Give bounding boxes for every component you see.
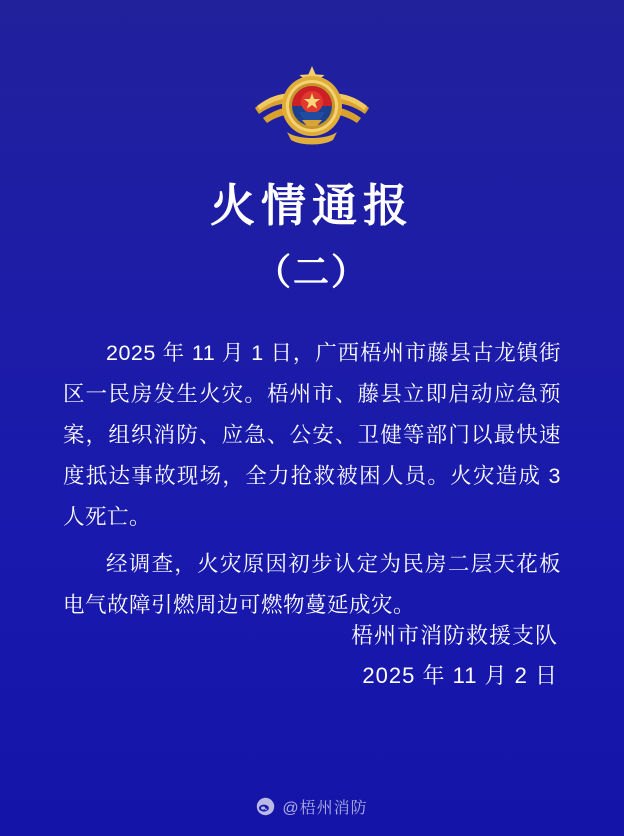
paragraph-1: 2025 年 11 月 1 日，广西梧州市藤县古龙镇街区一民房发生火灾。梧州市、藤县立即启动应急预案，组织消防、应急、公安、卫健等部门以最快速度抵达事故现场，全力抢救被困人员。火灾造成 3 人死亡。	[63, 340, 561, 529]
page-title: 火情通报	[209, 180, 414, 231]
weibo-icon	[256, 797, 275, 816]
page-subtitle: （二）	[254, 250, 369, 292]
footer-watermark	[0, 795, 624, 818]
footer-account[interactable]: @梧州消防	[282, 800, 368, 817]
china-police-emblem-icon	[247, 62, 377, 158]
signature-organization: 梧州市消防救援支队	[350, 623, 558, 648]
notice-body	[63, 333, 561, 632]
signature	[351, 616, 558, 696]
signature-date: 2025 年 11 月 2 日	[362, 663, 558, 688]
police-emblem	[247, 62, 377, 158]
paragraph-2: 经调查，火灾原因初步认定为民房二层天花板电气故障引燃周边可燃物蔓延成灾。	[63, 551, 561, 617]
